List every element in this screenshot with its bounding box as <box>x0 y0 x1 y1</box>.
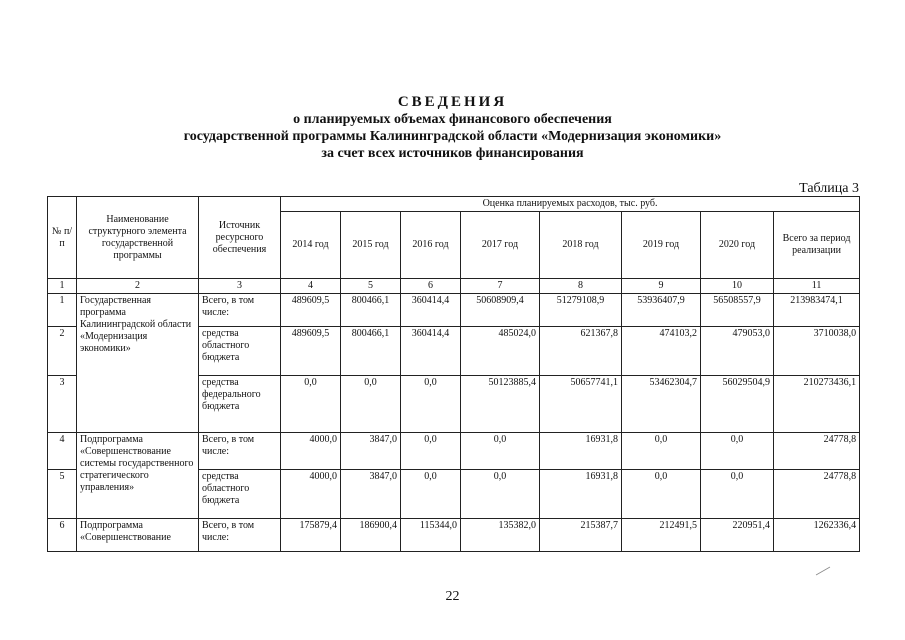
value-cell: 4000,0 <box>281 470 341 519</box>
value-cell: 0,0 <box>281 376 341 433</box>
value-cell: 212491,5 <box>622 519 701 552</box>
value-cell: 24778,8 <box>774 433 860 470</box>
value-cell: 213983474,1 <box>774 294 860 327</box>
row-number: 5 <box>48 470 77 519</box>
column-number: 9 <box>622 279 701 294</box>
value-cell: 485024,0 <box>461 327 540 376</box>
column-number: 7 <box>461 279 540 294</box>
value-cell: 56029504,9 <box>701 376 774 433</box>
value-cell: 215387,7 <box>540 519 622 552</box>
value-cell: 800466,1 <box>341 327 401 376</box>
value-cell: 621367,8 <box>540 327 622 376</box>
header-total: Всего за период реализации <box>774 212 860 279</box>
value-cell: 0,0 <box>341 376 401 433</box>
funding-source: Всего, в том числе: <box>199 294 281 327</box>
value-cell: 135382,0 <box>461 519 540 552</box>
value-cell: 51279108,9 <box>540 294 622 327</box>
value-cell: 175879,4 <box>281 519 341 552</box>
value-cell: 3710038,0 <box>774 327 860 376</box>
document-subtitle-line-3: за счет всех источников финансирования <box>321 146 584 161</box>
value-cell: 0,0 <box>401 433 461 470</box>
value-cell: 3847,0 <box>341 470 401 519</box>
column-number: 5 <box>341 279 401 294</box>
value-cell: 220951,4 <box>701 519 774 552</box>
value-cell: 0,0 <box>622 470 701 519</box>
column-number: 4 <box>281 279 341 294</box>
value-cell: 115344,0 <box>401 519 461 552</box>
header-year: 2015 год <box>341 212 401 279</box>
funding-source: средства областного бюджета <box>199 327 281 376</box>
funding-source: Всего, в том числе: <box>199 433 281 470</box>
value-cell: 4000,0 <box>281 433 341 470</box>
value-cell: 16931,8 <box>540 433 622 470</box>
column-number: 3 <box>199 279 281 294</box>
value-cell: 186900,4 <box>341 519 401 552</box>
element-name: Подпрограмма «Совершенствование системы государственного стратегического управления» <box>77 433 199 519</box>
funding-source: Всего, в том числе: <box>199 519 281 552</box>
header-budget-group: Оценка планируемых расходов, тыс. руб. <box>281 197 860 212</box>
value-cell: 0,0 <box>401 470 461 519</box>
value-cell: 479053,0 <box>701 327 774 376</box>
row-number: 2 <box>48 327 77 376</box>
header-source: Источник ресурсного обеспечения <box>199 197 281 279</box>
document-title: СВЕДЕНИЯ <box>397 94 508 110</box>
table-row <box>48 433 860 470</box>
funding-source: средства областного бюджета <box>199 470 281 519</box>
value-cell: 489609,5 <box>281 327 341 376</box>
document-subtitle-line-1: о планируемых объемах финансового обеспечения <box>293 112 612 127</box>
row-number: 4 <box>48 433 77 470</box>
value-cell: 3847,0 <box>341 433 401 470</box>
row-number: 3 <box>48 376 77 433</box>
value-cell: 53936407,9 <box>622 294 701 327</box>
element-name: Подпрограмма «Совершенствование <box>77 519 199 552</box>
header-year: 2016 год <box>401 212 461 279</box>
column-number: 6 <box>401 279 461 294</box>
value-cell: 0,0 <box>401 376 461 433</box>
funding-table <box>47 196 860 552</box>
column-number: 8 <box>540 279 622 294</box>
value-cell: 1262336,4 <box>774 519 860 552</box>
table-label: Таблица 3 <box>799 181 859 196</box>
header-year: 2019 год <box>622 212 701 279</box>
value-cell: 56508557,9 <box>701 294 774 327</box>
header-year: 2017 год <box>461 212 540 279</box>
header-year: 2020 год <box>701 212 774 279</box>
column-number: 2 <box>77 279 199 294</box>
value-cell: 50608909,4 <box>461 294 540 327</box>
value-cell: 0,0 <box>622 433 701 470</box>
value-cell: 489609,5 <box>281 294 341 327</box>
value-cell: 50657741,1 <box>540 376 622 433</box>
value-cell: 360414,4 <box>401 327 461 376</box>
column-number: 1 <box>48 279 77 294</box>
pen-mark-decoration <box>815 566 831 576</box>
value-cell: 0,0 <box>461 470 540 519</box>
value-cell: 53462304,7 <box>622 376 701 433</box>
table-row <box>48 294 860 327</box>
value-cell: 0,0 <box>461 433 540 470</box>
row-number: 6 <box>48 519 77 552</box>
document-title-block <box>0 93 905 162</box>
row-number: 1 <box>48 294 77 327</box>
value-cell: 50123885,4 <box>461 376 540 433</box>
header-name: Наименование структурного элемента государственной программы <box>77 197 199 279</box>
value-cell: 0,0 <box>701 470 774 519</box>
value-cell: 360414,4 <box>401 294 461 327</box>
value-cell: 24778,8 <box>774 470 860 519</box>
header-num: № п/п <box>48 197 77 279</box>
value-cell: 474103,2 <box>622 327 701 376</box>
value-cell: 0,0 <box>701 433 774 470</box>
column-number: 11 <box>774 279 860 294</box>
element-name: Государственная программа Калининградской области «Модернизация экономики» <box>77 294 199 433</box>
value-cell: 16931,8 <box>540 470 622 519</box>
table-row <box>48 519 860 552</box>
column-number-row <box>48 279 860 294</box>
column-number: 10 <box>701 279 774 294</box>
funding-source: средства федерального бюджета <box>199 376 281 433</box>
header-year: 2014 год <box>281 212 341 279</box>
header-year: 2018 год <box>540 212 622 279</box>
document-subtitle-line-2: государственной программы Калининградской области «Модернизация экономики» <box>183 129 722 144</box>
value-cell: 800466,1 <box>341 294 401 327</box>
value-cell: 210273436,1 <box>774 376 860 433</box>
page-number: 22 <box>445 589 460 604</box>
